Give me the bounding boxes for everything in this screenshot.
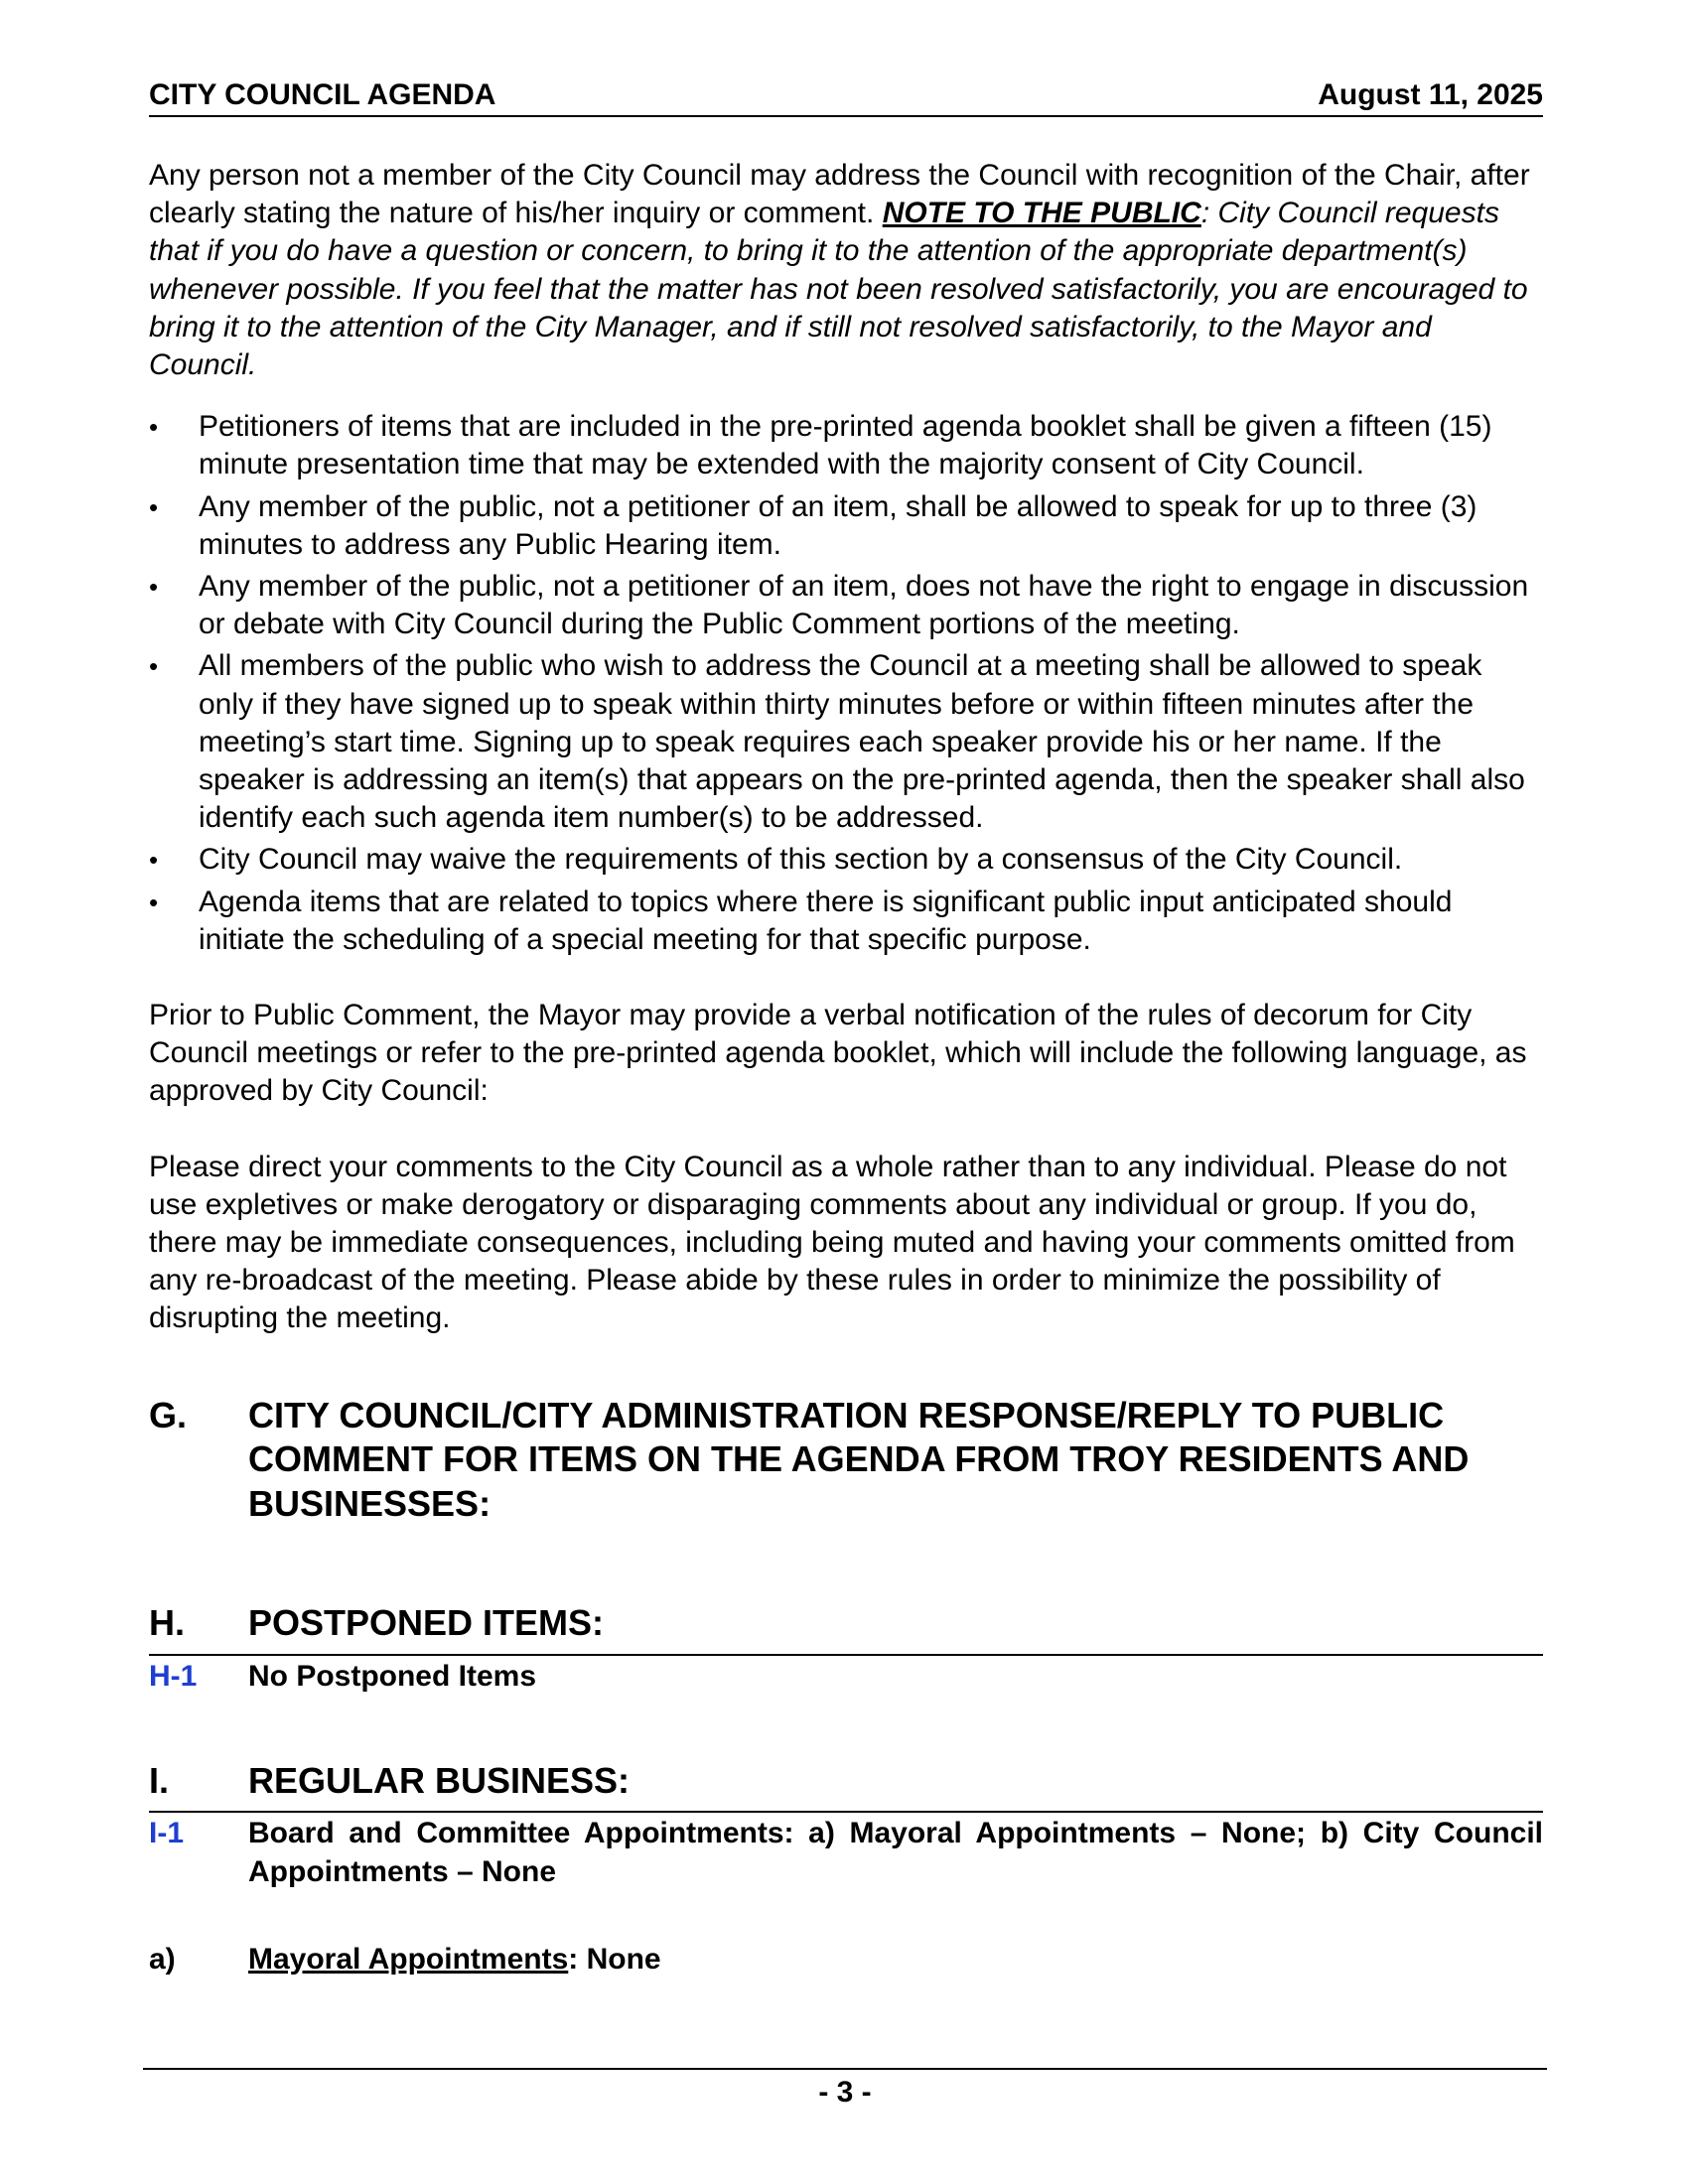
decorum-intro: Prior to Public Comment, the Mayor may provide a verbal notification of the rules of decorum for City Council meetings or refer to the pre-printed agenda booklet, which will include the following language, as approved by City Council:: [149, 999, 1527, 1108]
public-comment-intro: [149, 157, 1543, 384]
header-date: August 11, 2025: [1318, 78, 1543, 111]
sub-label: Mayoral Appointments: [248, 1942, 569, 1976]
list-item: [149, 884, 1543, 959]
bullet-icon: •: [149, 651, 159, 682]
bullet-icon: •: [149, 887, 159, 917]
section-letter: H.: [149, 1602, 185, 1644]
item-number: H-1: [149, 1659, 198, 1693]
rule-text: Agenda items that are related to topics where there is significant public input anticipated should initiate the scheduling of a special meeting for that specific purpose.: [199, 885, 1453, 956]
public-comment-rules: [149, 408, 1543, 959]
item-text: Board and Committee Appointments: a) Mayoral Appointments – None; b) City Council Appointments – None: [248, 1817, 1543, 1888]
list-item: [149, 647, 1543, 837]
header-title: CITY COUNCIL AGENDA: [149, 78, 496, 111]
section-title: POSTPONED ITEMS:: [248, 1602, 605, 1644]
section-i: [149, 1759, 1543, 1804]
section-letter: I.: [149, 1759, 170, 1801]
mayoral-appointments: [149, 1941, 1543, 1979]
note-to-public-text: City Council requests that if you do have a question or concern, to bring it to the attention of the appropriate department(s) whenever possible. If you feel that the matter has not been resolved satisfactorily, you are encouraged to bring it to the attention of the City Manager, and if still not resolved satisfactorily, to the Mayor and Council.: [149, 197, 1528, 382]
section-title: REGULAR BUSINESS:: [248, 1759, 631, 1801]
section-letter: G.: [149, 1394, 188, 1435]
bullet-icon: •: [149, 491, 159, 522]
page-footer: [143, 2068, 1547, 2112]
section-g: [149, 1394, 1543, 1527]
note-to-public-label: NOTE TO THE PUBLIC: [882, 197, 1201, 230]
list-item: [149, 568, 1543, 643]
sub-value: : None: [568, 1942, 661, 1976]
rule-text: All members of the public who wish to address the Council at a meeting shall be allowed to speak only if they have signed up to speak within thirty minutes before or within fifteen minutes after the meeting’s start time. Signing up to speak requires each speaker provide his or her name. If the speaker is addressing an item(s) that appears on the pre-printed agenda, then the speaker shall also identify each such agenda item number(s) to be addressed.: [199, 649, 1525, 835]
sub-text: [248, 1941, 661, 1979]
list-item: [149, 408, 1543, 483]
list-item: [149, 841, 1543, 879]
intro-text: Any person not a member of the City Council may address the Council with recognition of the Chair, after clearly stating the nature of his/her inquiry or comment.: [149, 159, 1530, 230]
section-h: [149, 1601, 1543, 1646]
bullet-icon: •: [149, 572, 159, 603]
rule-text: City Council may waive the requirements of this section by a consensus of the City Council.: [199, 843, 1403, 877]
decorum-rules: Please direct your comments to the City Council as a whole rather than to any individual. Please do not use expletives or make derogatory or disparaging comments about any individual or group. If you do, there may be immediate consequences, including being muted and having your comments omitted from any re-broadcast of the meeting. Please abide by these rules in order to minimize the possibility of disrupting the meeting.: [149, 1150, 1515, 1335]
bullet-icon: •: [149, 845, 159, 876]
agenda-item-h-1: [149, 1654, 1543, 1696]
list-item: [149, 488, 1543, 564]
sub-letter: a): [149, 1942, 176, 1976]
agenda-page: [149, 77, 1543, 1979]
item-text: No Postponed Items: [248, 1659, 537, 1693]
agenda-item-i-1: [149, 1811, 1543, 1890]
page-number: - 3 -: [818, 2076, 872, 2109]
section-title: CITY COUNCIL/CITY ADMINISTRATION RESPONSE/REPLY TO PUBLIC COMMENT FOR ITEMS ON THE AGENDA FROM TROY RESIDENTS AND BUSINESSES:: [248, 1394, 1470, 1524]
rule-text: Any member of the public, not a petitioner of an item, shall be allowed to speak for up to three (3) minutes to address any Public Hearing item.: [199, 489, 1477, 561]
rule-text: Any member of the public, not a petitioner of an item, does not have the right to engage in discussion or debate with City Council during the Public Comment portions of the meeting.: [199, 570, 1529, 641]
item-number: I-1: [149, 1817, 185, 1850]
bullet-icon: •: [149, 412, 159, 443]
rule-text: Petitioners of items that are included in the pre-printed agenda booklet shall be given a fifteen (15) minute presentation time that may be extended with the majority consent of City Council.: [199, 410, 1492, 481]
page-header: [149, 77, 1543, 117]
note-colon: :: [1200, 197, 1210, 230]
